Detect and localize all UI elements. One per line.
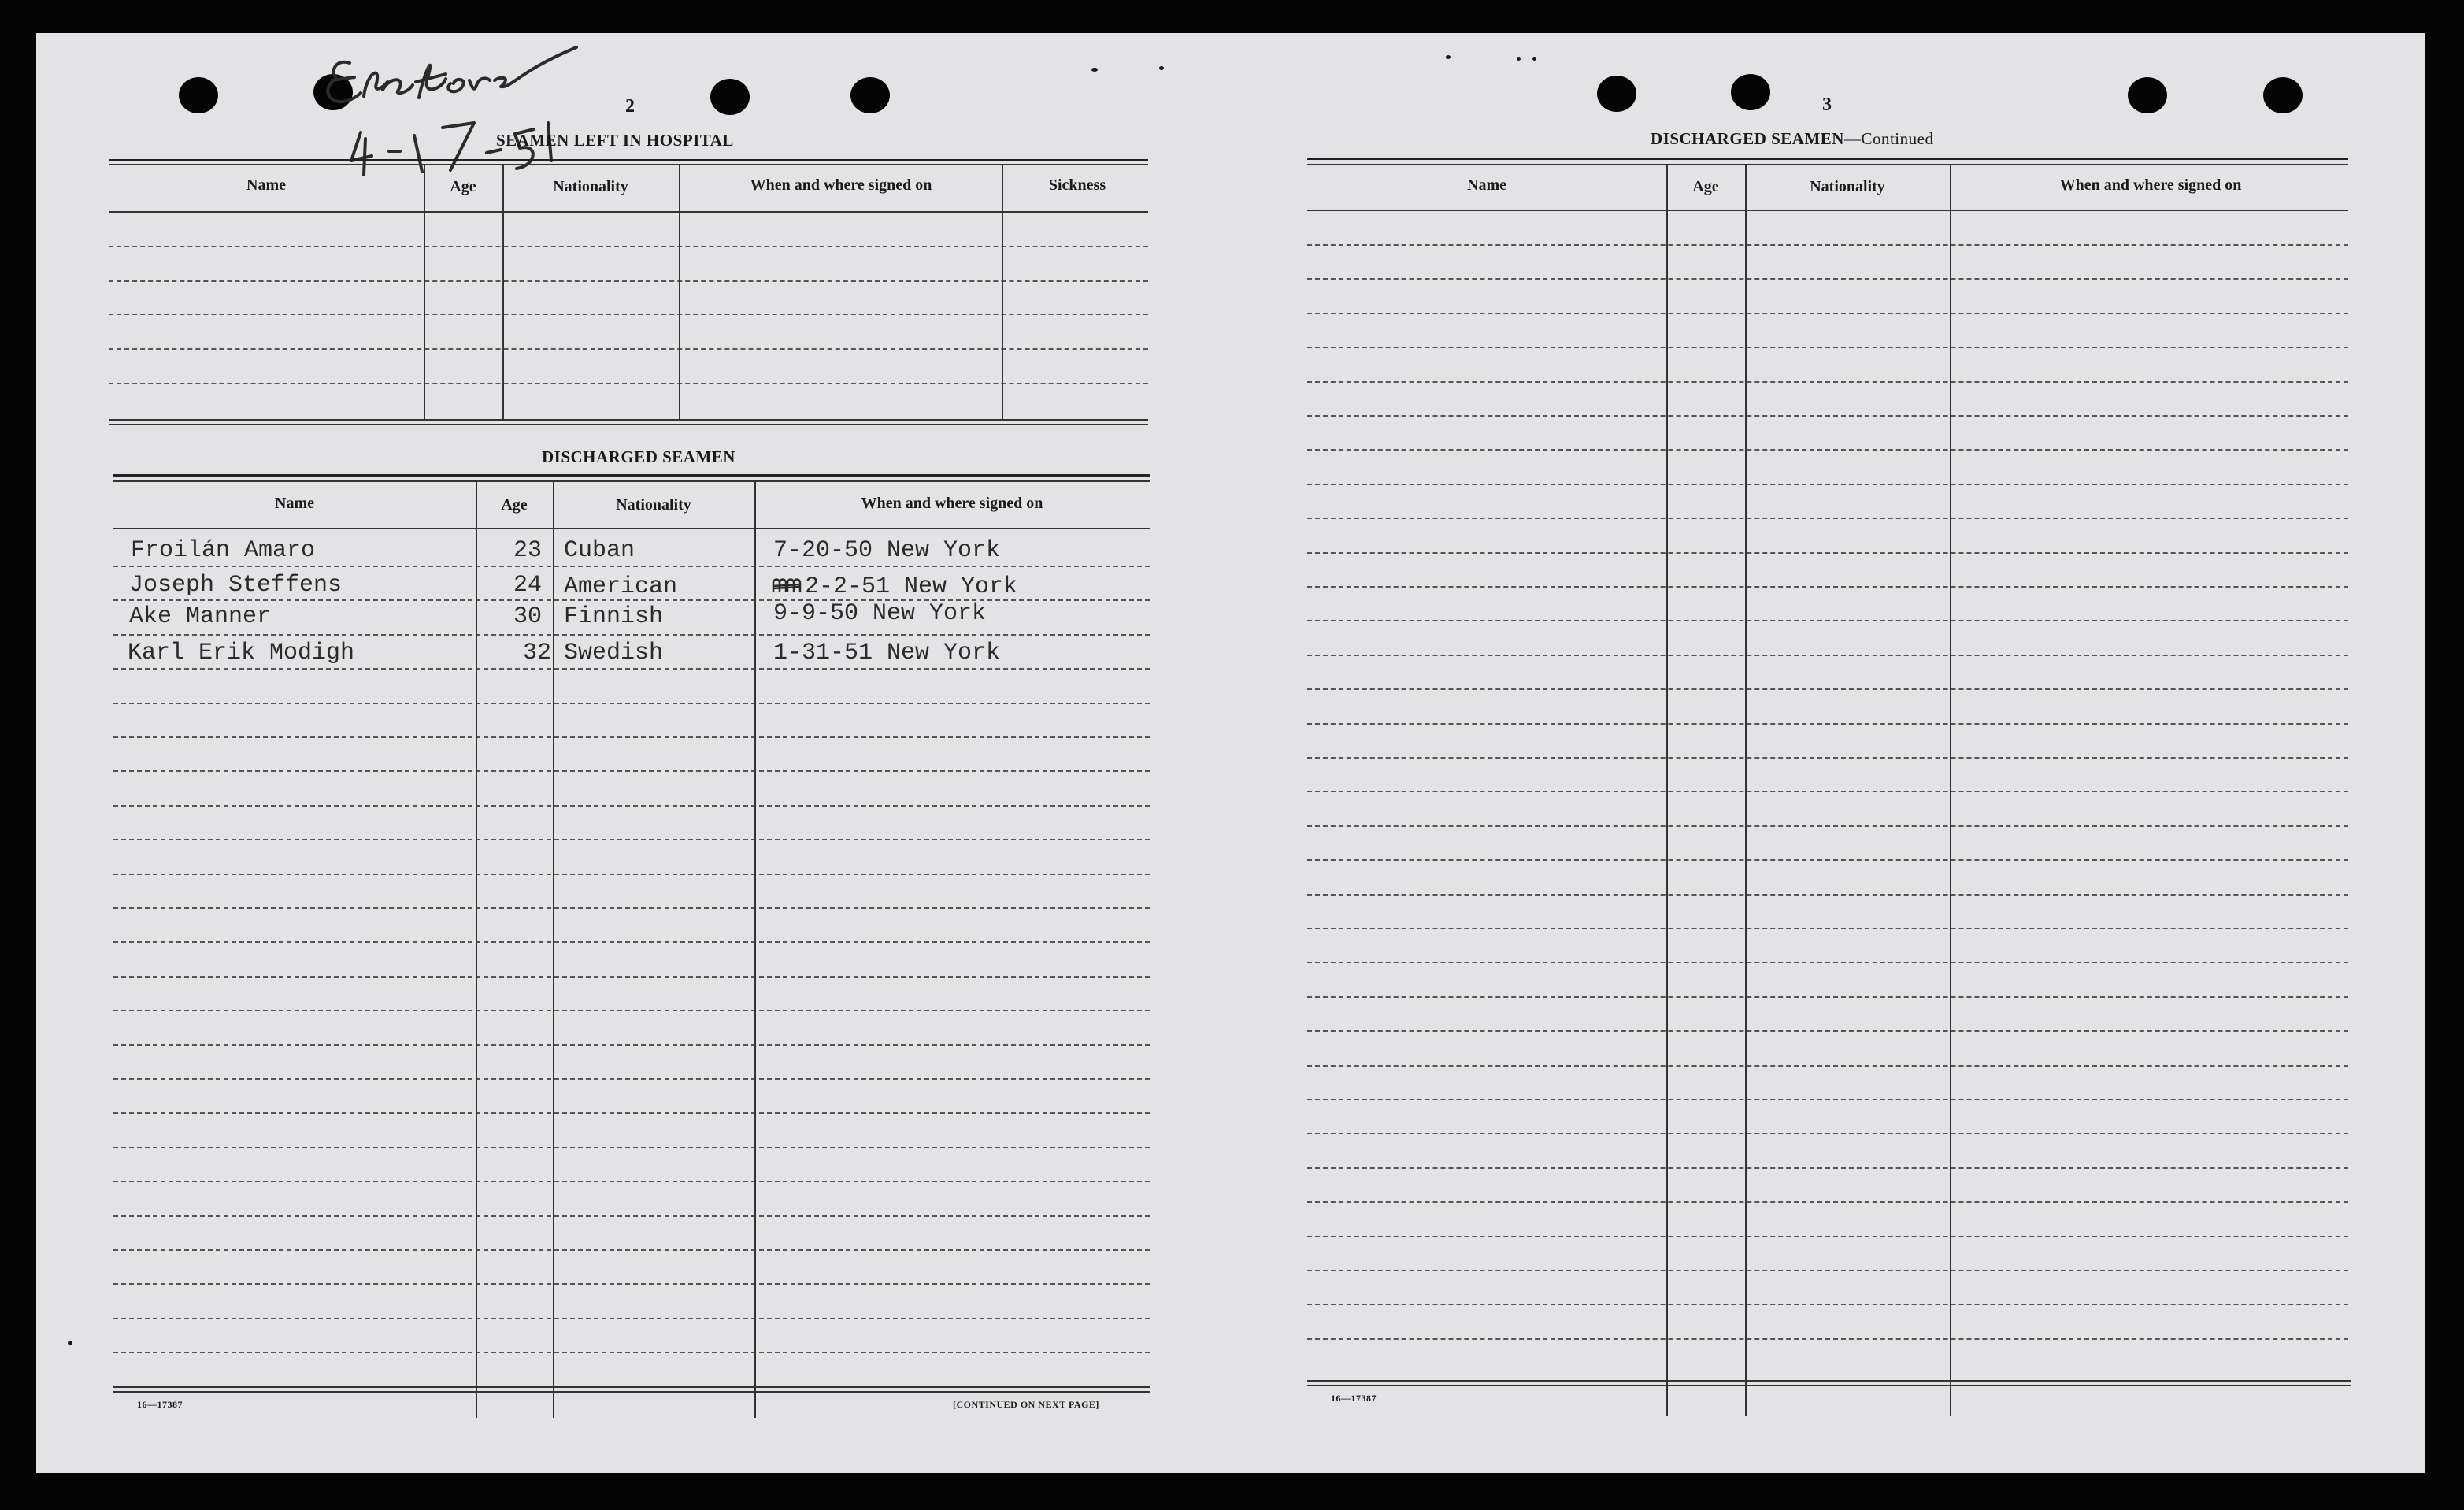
header-rule: [109, 211, 1148, 213]
col-header-nationality: Nationality: [616, 496, 691, 514]
table-row: [1307, 825, 2348, 827]
column-divider: [1745, 165, 1747, 1416]
table-row: [1307, 1030, 2348, 1032]
form-number: 16—17387: [137, 1399, 183, 1410]
table-top-rule: [109, 159, 1148, 161]
table-row: [109, 348, 1148, 350]
punch-hole-icon: [1731, 74, 1770, 110]
cell-signed-on: 9-9-50 New York: [773, 600, 987, 627]
ledger-spread: [36, 33, 2425, 1473]
cell-age: 24: [513, 572, 542, 599]
page-number: 2: [625, 96, 635, 117]
punch-hole-icon: [850, 77, 890, 113]
table-top-rule: [113, 474, 1150, 477]
speck: [68, 1341, 72, 1345]
punch-hole-icon: [1597, 76, 1636, 112]
table-row: [1307, 1201, 2348, 1203]
table-row: [1307, 484, 2348, 485]
table-row: [1307, 449, 2348, 451]
table-row: [113, 839, 1150, 840]
table-row: [113, 1078, 1150, 1080]
col-header-age: Age: [501, 496, 528, 514]
table-row: [113, 1010, 1150, 1011]
col-header-nationality: Nationality: [553, 178, 628, 195]
table-row: [109, 383, 1148, 384]
page-number: 3: [1822, 95, 1832, 115]
cell-age: 30: [513, 603, 542, 630]
column-divider: [553, 482, 554, 1418]
column-divider: [1666, 165, 1668, 1416]
punch-hole-icon: [2263, 77, 2303, 113]
col-header-age: Age: [1692, 178, 1719, 195]
column-divider: [502, 165, 504, 419]
punch-hole-icon: [2128, 77, 2167, 113]
table-row: [1307, 962, 2348, 963]
table-bottom-rule: [113, 1391, 1150, 1393]
table-row: [113, 941, 1150, 943]
table-row: [113, 805, 1150, 807]
table-row: [113, 566, 1150, 567]
table-row: [109, 280, 1148, 282]
table-row: [113, 1181, 1150, 1182]
table-row: [113, 976, 1150, 978]
table-row: [113, 1147, 1150, 1148]
speck: [1446, 55, 1451, 59]
cell-signed-on: 7-20-50 New York: [773, 537, 1001, 564]
cell-signed-on: 2-2-51 New York: [805, 573, 1018, 600]
title-text: DISCHARGED SEAMEN: [1651, 129, 1844, 148]
table-row: [1307, 313, 2348, 314]
col-header-name: Name: [275, 495, 314, 512]
speck: [1517, 57, 1521, 61]
table-row: [113, 1215, 1150, 1217]
handwritten-annotation-icon: [288, 41, 603, 183]
table-row: [1307, 1304, 2348, 1305]
continued-note: [CONTINUED ON NEXT PAGE]: [953, 1399, 1099, 1410]
col-header-sickness: Sickness: [1048, 176, 1106, 194]
table-bottom-rule: [109, 419, 1148, 421]
cell-nationality: Finnish: [564, 603, 664, 630]
table-row: [113, 1249, 1150, 1251]
table-row: [1307, 1338, 2348, 1340]
table-row: [1307, 928, 2348, 929]
header-rule: [113, 528, 1150, 529]
punch-hole-icon: [179, 77, 218, 113]
col-header-signed-on: When and where signed on: [861, 495, 1043, 512]
table-row: [1307, 859, 2348, 861]
table-bottom-rule: [1307, 1380, 2351, 1382]
table-row: [1307, 1133, 2348, 1134]
cell-age: 23: [513, 537, 542, 564]
table-top-rule: [1307, 158, 2348, 160]
table-bottom-rule: [1307, 1385, 2351, 1386]
table-row: [113, 1044, 1150, 1046]
speck: [1091, 68, 1098, 72]
col-header-name: Name: [246, 176, 286, 194]
title-suffix: —Continued: [1843, 129, 1934, 148]
section-title-hospital: SEAMEN LEFT IN HOSPITAL: [496, 131, 734, 150]
speck: [1159, 66, 1164, 70]
column-divider: [424, 165, 425, 419]
cell-name: Karl Erik Modigh: [128, 640, 355, 666]
section-title-discharged-continued: [1651, 129, 1933, 149]
column-divider: [679, 165, 680, 419]
punch-hole-icon: [710, 79, 750, 115]
table-row: [113, 1112, 1150, 1114]
cell-nationality: American: [564, 573, 678, 600]
table-row: [1307, 723, 2348, 725]
form-number: 16—17387: [1331, 1393, 1377, 1404]
struck-out-mark-icon: [772, 575, 802, 595]
table-row: [1307, 1099, 2348, 1100]
table-row: [113, 668, 1150, 670]
col-header-age: Age: [450, 178, 476, 195]
cell-name: Froilán Amaro: [131, 537, 316, 564]
table-row: [1307, 347, 2348, 348]
table-row: [1307, 415, 2348, 417]
cell-nationality: Cuban: [564, 537, 635, 564]
table-row: [1307, 518, 2348, 519]
column-divider: [1950, 165, 1951, 1416]
table-row: [113, 1283, 1150, 1285]
table-row: [113, 1318, 1150, 1319]
table-rule: [1307, 164, 2348, 165]
table-row: [1307, 688, 2348, 690]
speck: [1532, 57, 1536, 61]
table-row: [113, 703, 1150, 704]
cell-name: Ake Manner: [129, 603, 272, 630]
table-bottom-rule: [109, 424, 1148, 425]
col-header-nationality: Nationality: [1810, 178, 1885, 195]
table-row: [1307, 791, 2348, 792]
table-row: [113, 1352, 1150, 1353]
table-row: [113, 770, 1150, 772]
column-divider: [1002, 165, 1003, 419]
table-row: [1307, 552, 2348, 554]
table-row: [113, 736, 1150, 738]
table-row: [109, 314, 1148, 315]
cell-age: 32: [522, 640, 551, 666]
table-row: [1307, 1270, 2348, 1271]
table-row: [1307, 1167, 2348, 1169]
cell-signed-on: 1-31-51 New York: [773, 640, 1001, 666]
table-row: [1307, 381, 2348, 383]
table-bottom-rule: [113, 1386, 1150, 1388]
table-row: [113, 874, 1150, 875]
table-row: [113, 907, 1150, 909]
table-row: [1307, 894, 2348, 896]
table-rule: [113, 480, 1150, 482]
table-row: [1307, 655, 2348, 656]
section-title-discharged: DISCHARGED SEAMEN: [542, 447, 735, 466]
col-header-signed-on: When and where signed on: [2059, 176, 2242, 194]
cell-nationality: Swedish: [564, 640, 664, 666]
table-row: [1307, 757, 2348, 759]
table-row: [1307, 586, 2348, 588]
table-row: [1307, 1065, 2348, 1067]
table-row: [1307, 1236, 2348, 1237]
table-row: [109, 246, 1148, 247]
table-rule: [109, 164, 1148, 165]
table-row: [1307, 996, 2348, 998]
header-rule: [1307, 210, 2348, 211]
cell-name: Joseph Steffens: [129, 572, 343, 599]
table-row: [1307, 244, 2348, 246]
column-divider: [754, 482, 756, 1418]
col-header-name: Name: [1467, 176, 1506, 194]
table-row: [1307, 278, 2348, 280]
table-row: [113, 634, 1150, 636]
col-header-signed-on: When and where signed on: [750, 176, 932, 194]
table-row: [1307, 620, 2348, 621]
